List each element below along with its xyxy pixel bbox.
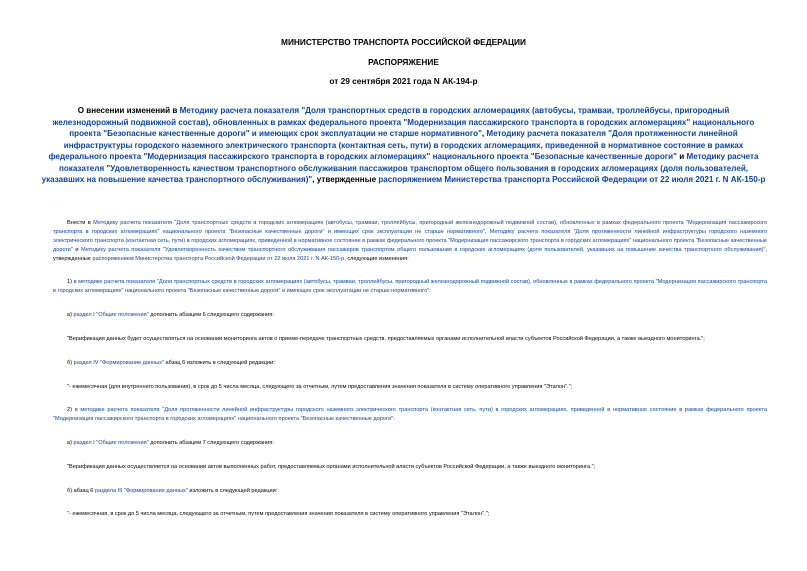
item-2b-link[interactable]: раздела III "Формирование данных" xyxy=(94,487,188,494)
intro-text-2: , xyxy=(484,228,490,235)
document-type: РАСПОРЯЖЕНИЕ xyxy=(368,57,439,67)
item-2a-quote: "Верификация данных осуществляется на основании актов выполненных работ, предоставляемых органами исполнительной власти субъектов Российской Федерации, а также выездного мониторинга."; xyxy=(67,463,596,470)
item-1a-letter: а) xyxy=(67,312,74,319)
item-1a-tail: дополнить абзацем 6 следующего содержания: xyxy=(148,312,274,319)
intro-text-1: Внести в xyxy=(67,220,94,226)
item-1-link[interactable]: в методике расчета показателя "Доля транспортных средств в городских агломерациях (автобусы, трамваи, троллейбусы, пригородный железнодорожный подвижной состав), обновленных в рамках федерального проекта "Модернизация пассажирского транспорта в городских агломерациях" национального проекта "Безопасные качественные дороги" и имеющих срок эксплуатации не старше нормативного" xyxy=(53,279,767,295)
item-2b-quote: "- ежемесячная, в срок до 5 числа месяца, следующего за отчетным, путем предоставления значения показателя в систему оперативного управления "Эталон"."; xyxy=(67,511,490,518)
item-2-number: 2) xyxy=(67,407,75,414)
intro-paragraph xyxy=(53,219,767,264)
item-2a-link[interactable]: раздел I "Общие положения" xyxy=(73,440,149,447)
title-text-2: , xyxy=(481,129,487,138)
title-link-method-3[interactable]: Методику расчета показателя "Удовлетворенность качеством транспортного обслуживания пассажиров транспортом общего пользования в городских агломерациях (доля пользователей, указавших на повышение качества транспортного обслуживания)" xyxy=(41,152,759,184)
intro-text-4: , утвержденные xyxy=(53,246,768,262)
item-2b-tail: изложить в следующей редакции: xyxy=(187,487,278,494)
item-2-link[interactable]: в методике расчета показателя "Доля протяженности линейной инфраструктуры городского наземного электрического транспорта (контактная сеть, пути) в городских агломерациях, приведенной в нормативное состояние в рамках федерального проекта "Модернизация пассажирского транспорта в городских агломерациях" национального проекта "Безопасные качественные дороги" xyxy=(53,407,768,423)
item-1b-letter: б) xyxy=(67,359,74,366)
item-2b-paragraph xyxy=(53,487,767,496)
intro-link-method-3[interactable]: Методику расчета показателя "Удовлетворенность качеством транспортного обслуживания пассажиров транспортом общего пользования в городских агломерациях (доля пользователей, указавших на повышение качества транспортного обслуживания)" xyxy=(81,246,766,253)
intro-link-method-1[interactable]: Методику расчета показателя "Доля транспортных средств в городских агломерациях (автобусы, трамваи, троллейбусы, пригородный железнодорожный подвижной состав), обновленных в рамках федерального проекта "Модернизация пассажирского транспорта в городских агломерациях" национального проекта "Безопасные качественные дороги" и имеющих срок эксплуатации не старше нормативного" xyxy=(53,220,768,235)
document-body xyxy=(53,219,767,534)
document-title xyxy=(40,105,767,186)
item-1a-paragraph xyxy=(53,311,767,320)
item-2a-tail: дополнить абзацем 7 следующего содержания: xyxy=(148,440,274,447)
item-2b-letter: б) абзац 6 xyxy=(67,487,95,494)
title-text-1: О внесении изменений в xyxy=(77,106,180,115)
item-1-paragraph xyxy=(53,278,767,296)
item-2-paragraph xyxy=(53,406,767,424)
item-2a-letter: а) xyxy=(67,440,74,447)
title-link-method-1[interactable]: Методику расчета показателя "Доля транспортных средств в городских агломерациях (автобусы, трамваи, троллейбусы, пригородный железнодорожный подвижной состав), обновленных в рамках федерального проекта "Модернизация пассажирского транспорта в городских агломерациях" национального проекта "Безопасные качественные дороги" и имеющих срок эксплуатации не старше нормативного" xyxy=(52,106,755,138)
item-1b-link[interactable]: раздел IV "Формирование данных" xyxy=(73,359,164,366)
intro-link-method-2[interactable]: Методику расчета показателя "Доля протяженности линейной инфраструктуры городского наземного электрического транспорта (контактная сеть, пути) в городских агломерациях, приведенной в нормативное состояние в рамках федерального проекта "Модернизация пассажирского транспорта в городских агломерациях" национального проекта "Безопасные качественные дороги" xyxy=(53,228,767,253)
item-1b-tail: абзац 6 изложить в следующей редакции: xyxy=(163,359,275,366)
item-1a-link[interactable]: раздел I "Общие положения" xyxy=(73,312,149,319)
title-link-order[interactable]: распоряжением Министерства транспорта Российской Федерации от 22 июля 2021 г. N АК-150-р xyxy=(378,175,766,184)
item-1b-paragraph xyxy=(53,359,767,368)
item-2a-paragraph xyxy=(53,439,767,448)
intro-text-3: и xyxy=(72,246,82,253)
item-1-number: 1) xyxy=(67,279,74,286)
title-link-method-2[interactable]: Методику расчета показателя "Доля протяженности линейной инфраструктуры городского наземного электрического транспорта (контактная сеть, пути) в городских агломерациях, приведенной в нормативное состояние в рамках федерального проекта "Модернизация пассажирского транспорта в городских агломерациях" национального проекта "Безопасные качественные дороги" xyxy=(48,129,744,161)
document-date-number: от 29 сентября 2021 года N АК-194-р xyxy=(329,76,478,86)
title-text-4: , утвержденные xyxy=(312,175,379,184)
item-1a-quote: "Верификация данных будет осуществляться на основании мониторинга актов о приеме-передаче транспортных средств, предоставляемых органами исполнительной власти субъектов Российской Федерации, а также выездного мониторинга."; xyxy=(67,335,705,342)
item-2-tail: : xyxy=(393,416,395,423)
intro-link-order[interactable]: распоряжением Министерства транспорта Российской Федерации от 22 июля 2021 г. N АК-150-р xyxy=(92,255,345,262)
item-1b-quote: "- ежемесячная (для внутреннего пользования), в срок до 5 числа месяца, следующего за отчетным, путем предоставления значения показателя в систему оперативного управления "Эталон"."; xyxy=(67,383,573,390)
item-1-tail: : xyxy=(429,288,431,295)
title-text-3: и xyxy=(677,152,687,161)
intro-text-5: , следующие изменения: xyxy=(344,255,409,262)
ministry-heading: МИНИСТЕРСТВО ТРАНСПОРТА РОССИЙСКОЙ ФЕДЕРАЦИИ xyxy=(281,37,526,47)
